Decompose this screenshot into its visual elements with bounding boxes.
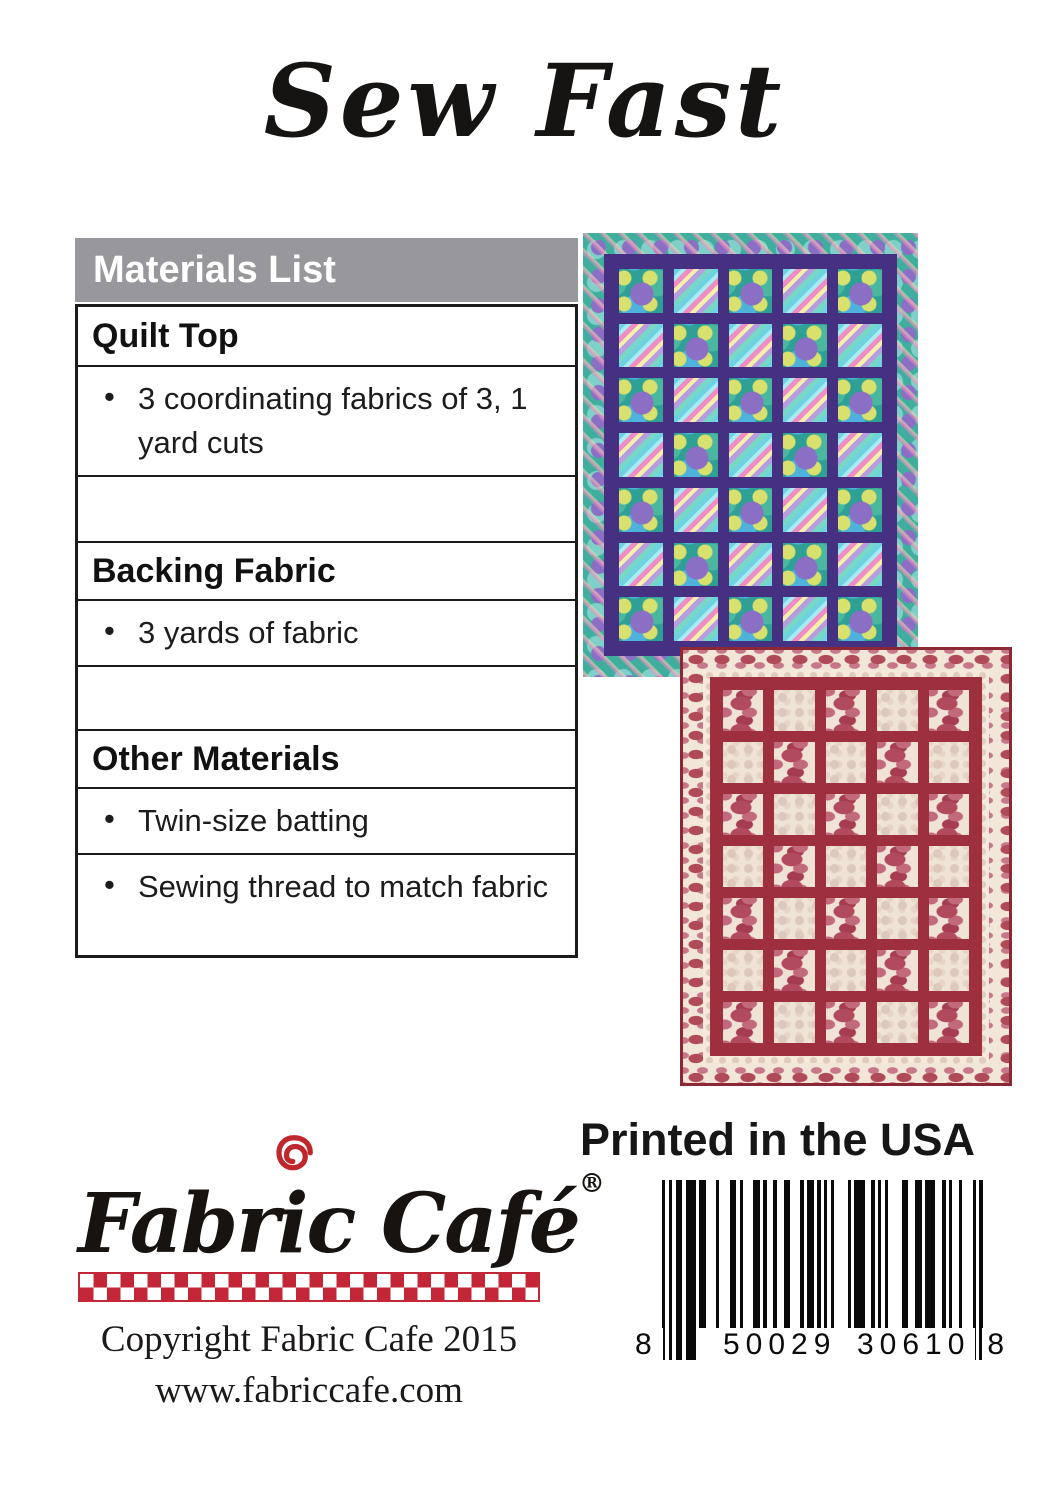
material-item-backing bbox=[78, 599, 575, 665]
barcode-digit-group1: 50029 bbox=[718, 1328, 841, 1362]
quilt-block bbox=[619, 269, 663, 313]
quilt-block bbox=[723, 846, 763, 887]
material-item-batting bbox=[78, 787, 575, 853]
quilt-block bbox=[783, 378, 827, 422]
quilt-block bbox=[619, 324, 663, 368]
material-item-text: 3 yards of fabric bbox=[138, 615, 359, 651]
quilt-photo-red bbox=[680, 647, 1012, 1086]
quilt-block bbox=[619, 543, 663, 587]
quilt-block bbox=[929, 1002, 969, 1043]
quilt-block bbox=[729, 378, 773, 422]
spiral-icon bbox=[274, 1134, 314, 1174]
barcode-digit-group2: 30610 bbox=[852, 1328, 975, 1362]
quilt-block bbox=[674, 269, 718, 313]
quilt-block bbox=[774, 898, 814, 939]
quilt-block bbox=[929, 742, 969, 783]
section-heading-other: Other Materials bbox=[78, 729, 575, 787]
printed-in-usa-text: Printed in the USA bbox=[579, 1114, 976, 1165]
quilt-block bbox=[729, 543, 773, 587]
section-heading-quilt-top: Quilt Top bbox=[78, 307, 575, 365]
material-item-text: Twin-size batting bbox=[138, 803, 369, 839]
quilt-block bbox=[838, 543, 882, 587]
quilt-block bbox=[929, 846, 969, 887]
quilt-block bbox=[619, 488, 663, 532]
barcode-digit-left: 8 bbox=[630, 1328, 663, 1362]
barcode bbox=[630, 1180, 1015, 1364]
quilt-block bbox=[877, 950, 917, 991]
logo-wordmark: Fabric Café bbox=[78, 1176, 579, 1272]
section-heading-backing: Backing Fabric bbox=[78, 541, 575, 599]
bullet-icon: • bbox=[104, 867, 115, 903]
barcode-digit-right: 8 bbox=[982, 1328, 1015, 1362]
quilt-block bbox=[774, 742, 814, 783]
quilt-block bbox=[674, 433, 718, 477]
quilt-red-sashing-field bbox=[710, 677, 982, 1056]
materials-table-body bbox=[75, 304, 578, 958]
quilt-block bbox=[674, 543, 718, 587]
quilt-red-inner-border bbox=[703, 670, 989, 1063]
material-item-thread bbox=[78, 853, 575, 955]
materials-table-header: Materials List bbox=[75, 238, 578, 302]
quilt-block bbox=[783, 433, 827, 477]
copyright-text: Copyright Fabric Cafe 2015 bbox=[100, 1319, 518, 1360]
quilt-block bbox=[929, 898, 969, 939]
quilt-block bbox=[729, 269, 773, 313]
quilt-block bbox=[774, 794, 814, 835]
empty-row bbox=[78, 665, 575, 729]
quilt-block bbox=[783, 269, 827, 313]
quilt-blue-sashing-field bbox=[604, 254, 897, 656]
logo-script-text bbox=[78, 1128, 605, 1280]
quilt-block bbox=[774, 846, 814, 887]
quilt-block bbox=[929, 690, 969, 731]
quilt-block bbox=[826, 950, 866, 991]
quilt-block bbox=[838, 378, 882, 422]
bullet-icon: • bbox=[104, 801, 115, 837]
quilt-block bbox=[674, 378, 718, 422]
quilt-block bbox=[826, 898, 866, 939]
quilt-photo-blue bbox=[583, 233, 918, 677]
quilt-block bbox=[838, 324, 882, 368]
quilt-block bbox=[723, 742, 763, 783]
quilt-block bbox=[838, 488, 882, 532]
fabric-cafe-logo bbox=[78, 1128, 605, 1412]
quilt-block bbox=[877, 846, 917, 887]
quilt-block bbox=[783, 488, 827, 532]
quilt-block bbox=[723, 950, 763, 991]
quilt-blue-block-grid bbox=[619, 269, 882, 641]
bullet-icon: • bbox=[104, 379, 115, 414]
quilt-block bbox=[674, 488, 718, 532]
quilt-red-block-grid bbox=[723, 690, 969, 1043]
quilt-block bbox=[729, 488, 773, 532]
quilt-block bbox=[838, 433, 882, 477]
quilt-block bbox=[826, 742, 866, 783]
quilt-block bbox=[877, 1002, 917, 1043]
quilt-block bbox=[774, 690, 814, 731]
quilt-block bbox=[783, 543, 827, 587]
quilt-block bbox=[826, 846, 866, 887]
quilt-block bbox=[838, 269, 882, 313]
empty-row bbox=[78, 475, 575, 541]
quilt-block bbox=[619, 597, 663, 641]
material-item-text: 3 coordinating fabrics of 3, 1 yard cuts bbox=[138, 381, 528, 461]
material-item-quilt-top bbox=[78, 365, 575, 475]
quilt-block bbox=[783, 324, 827, 368]
quilt-block bbox=[774, 1002, 814, 1043]
quilt-block bbox=[877, 898, 917, 939]
quilt-block bbox=[674, 597, 718, 641]
website-text: www.fabriccafe.com bbox=[155, 1370, 463, 1411]
quilt-block bbox=[723, 690, 763, 731]
quilt-block bbox=[729, 324, 773, 368]
quilt-block bbox=[877, 690, 917, 731]
materials-table bbox=[75, 238, 578, 958]
quilt-block bbox=[619, 433, 663, 477]
quilt-block bbox=[826, 690, 866, 731]
quilt-block bbox=[723, 898, 763, 939]
quilt-block bbox=[723, 794, 763, 835]
registered-trademark-icon: ® bbox=[578, 1169, 605, 1199]
quilt-block bbox=[929, 794, 969, 835]
page-title: Sew Fast bbox=[263, 42, 786, 160]
bullet-icon: • bbox=[104, 613, 115, 649]
quilt-block bbox=[783, 597, 827, 641]
quilt-block bbox=[723, 1002, 763, 1043]
quilt-block bbox=[729, 433, 773, 477]
quilt-block bbox=[619, 378, 663, 422]
quilt-block bbox=[674, 324, 718, 368]
quilt-block bbox=[877, 742, 917, 783]
quilt-block bbox=[929, 950, 969, 991]
quilt-block bbox=[774, 950, 814, 991]
quilt-block bbox=[826, 794, 866, 835]
quilt-block bbox=[729, 597, 773, 641]
quilt-block bbox=[838, 597, 882, 641]
quilt-block bbox=[877, 794, 917, 835]
quilt-block bbox=[826, 1002, 866, 1043]
material-item-text: Sewing thread to match fabric bbox=[138, 869, 549, 905]
